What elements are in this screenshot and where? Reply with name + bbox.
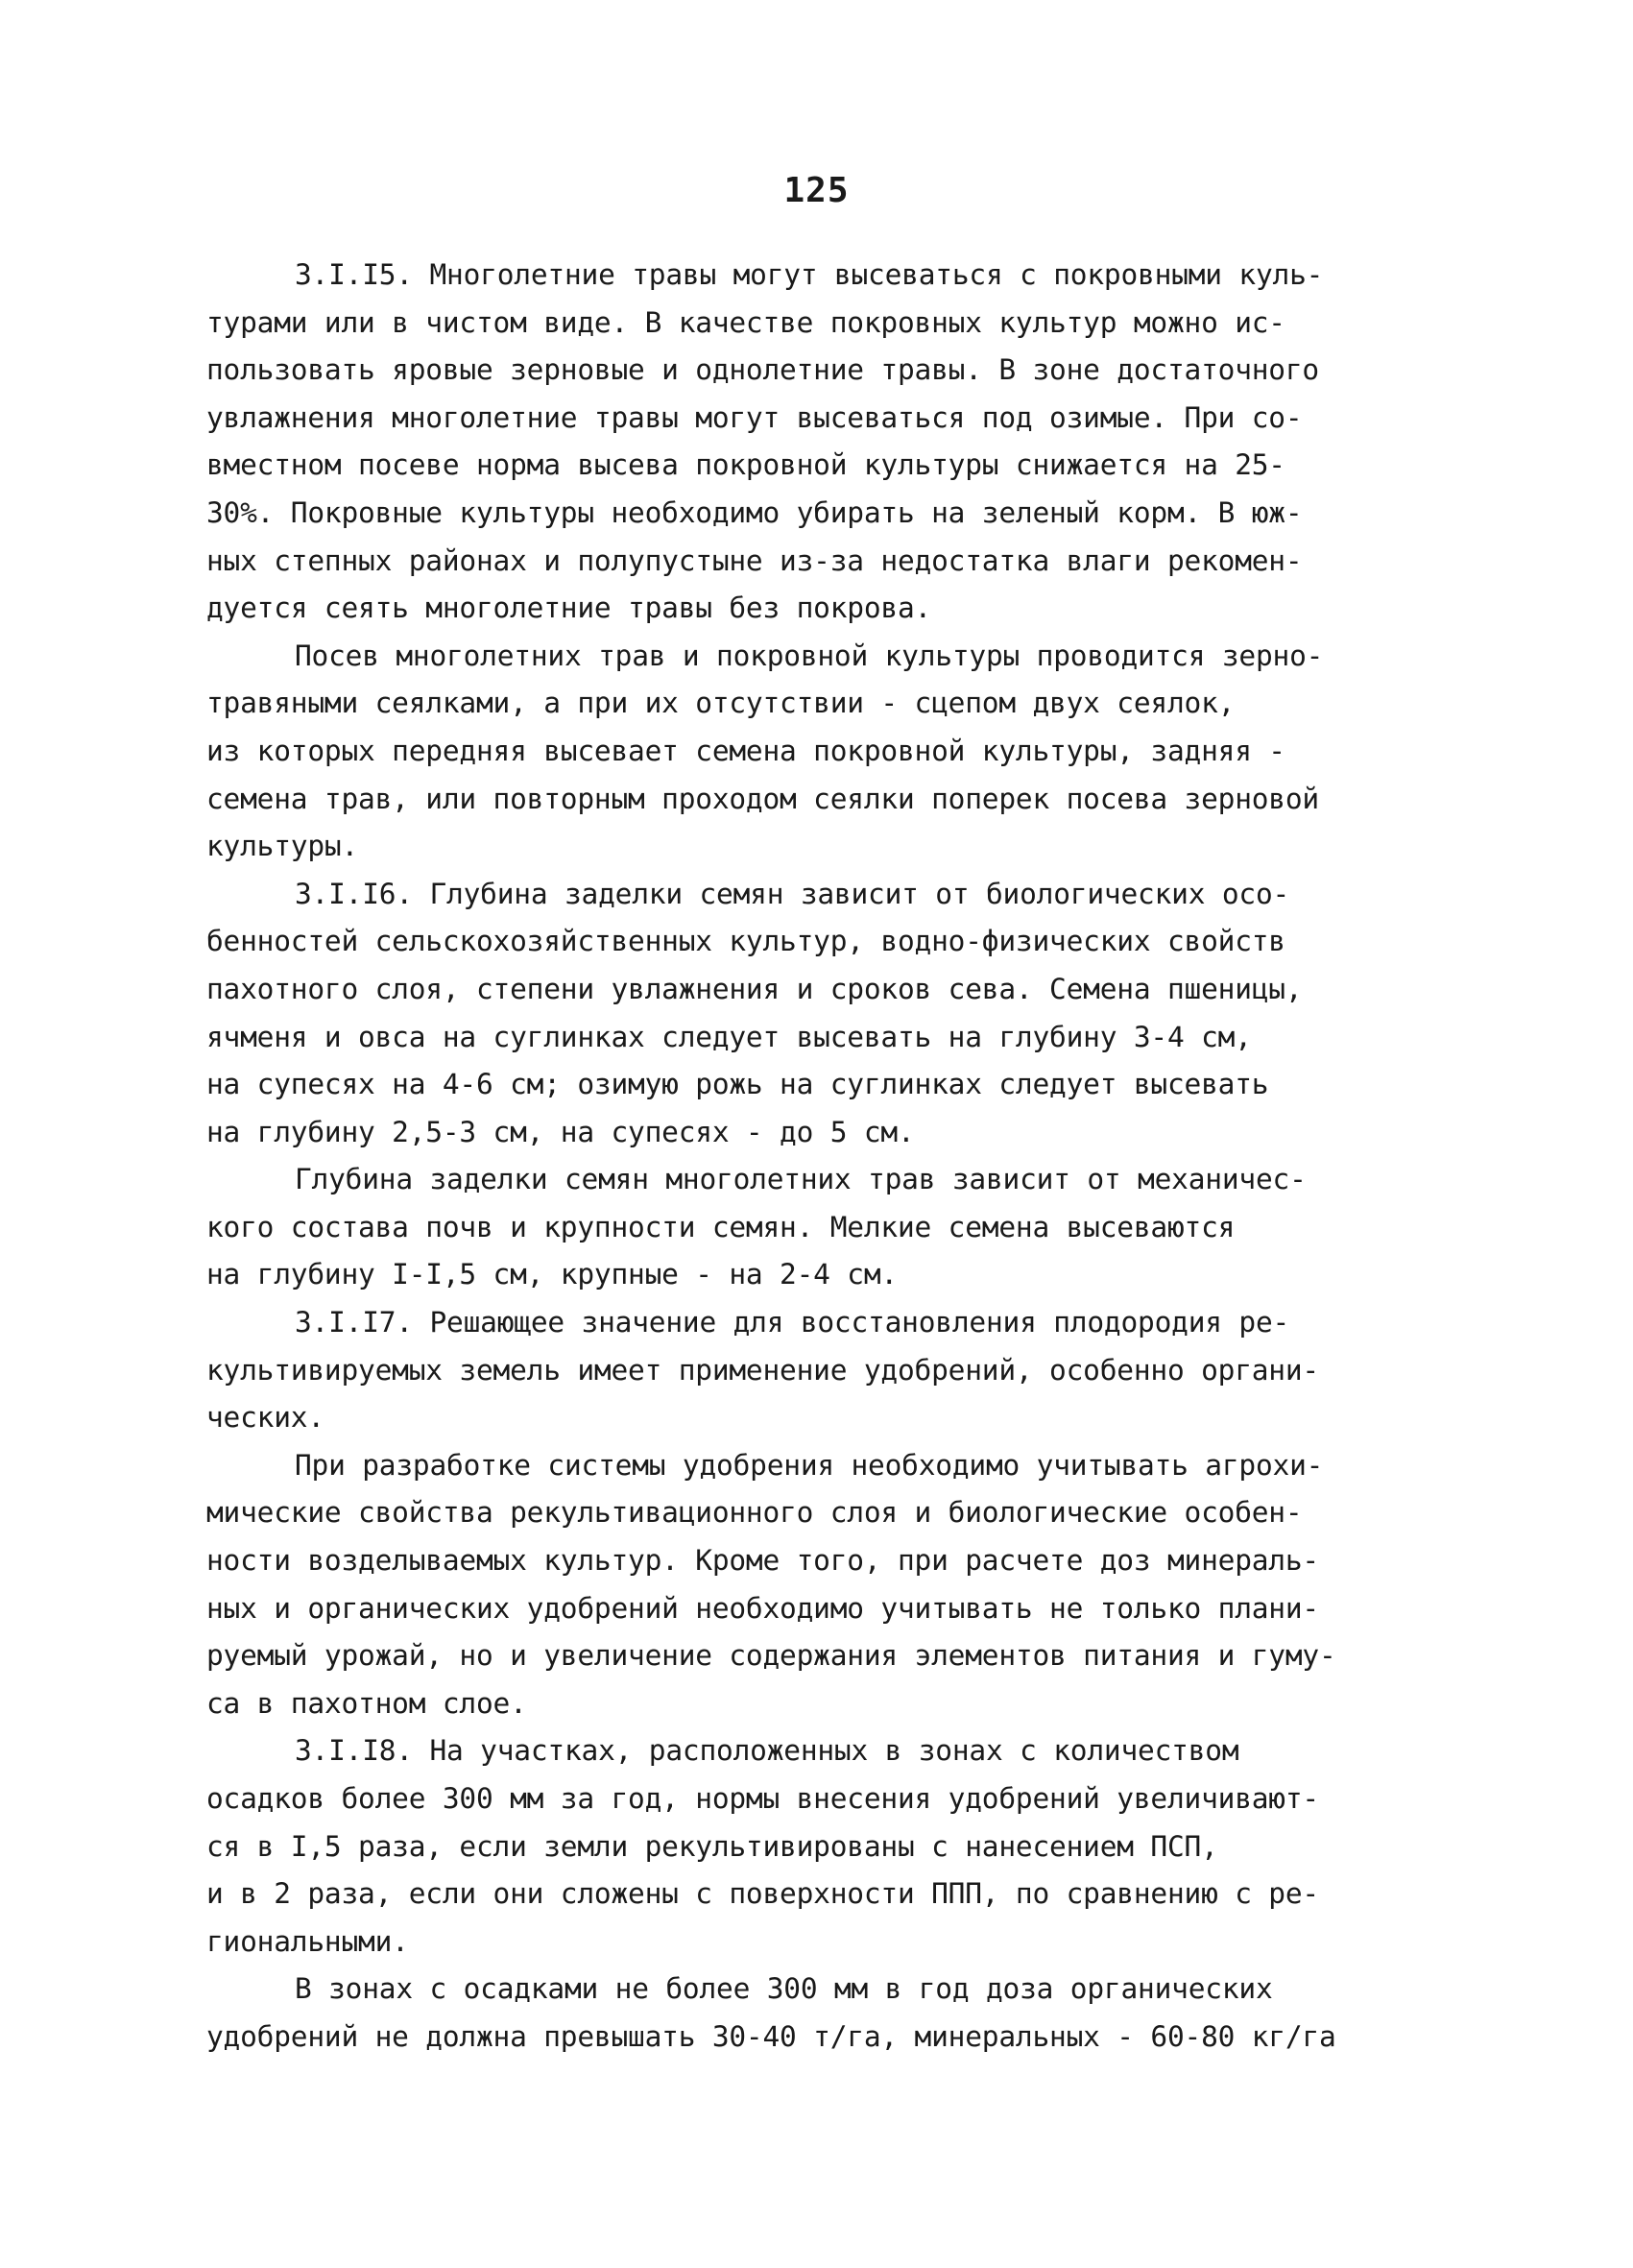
text-line: из которых передняя высевает семена покровной культуры, задняя - — [206, 734, 1285, 767]
text-line: ных степных районах и полупустыне из-за недостатка влаги рекомен- — [206, 543, 1303, 577]
text-line: семена трав, или повторным проходом сеялки поперек посева зерновой — [206, 782, 1319, 815]
text-line: ческих. — [206, 1401, 324, 1435]
text-line: турами или в чистом виде. В качестве покровных культур можно ис- — [206, 305, 1285, 339]
text-line: на глубину I-I,5 см, крупные - на 2-4 см. — [206, 1258, 898, 1291]
text-line: ся в I,5 раза, если земли рекультивированы с нанесением ПСП, — [206, 1829, 1218, 1863]
text-line: В зонах с осадками не более 300 мм в год доза органических — [295, 1972, 1273, 2006]
text-line: и в 2 раза, если они сложены с поверхности ППП, по сравнению с ре- — [206, 1877, 1319, 1911]
text-line: Посев многолетних трав и покровной культуры проводится зерно- — [295, 639, 1324, 672]
text-line: на глубину 2,5-3 см, на супесях - до 5 см. — [206, 1115, 915, 1148]
text-line: на супесях на 4-6 см; озимую рожь на суглинках следует высевать — [206, 1068, 1269, 1101]
text-line: вместном посеве норма высева покровной культуры снижается на 25- — [206, 448, 1285, 482]
text-line: ных и органических удобрений необходимо учитывать не только плани- — [206, 1591, 1319, 1625]
text-line: дуется сеять многолетние травы без покрова. — [206, 591, 932, 625]
text-line: пахотного слоя, степени увлажнения и сроков сева. Семена пшеницы, — [206, 972, 1303, 1005]
text-line: бенностей сельскохозяйственных культур, водно-физических свойств — [206, 925, 1285, 958]
text-line: ячменя и овса на суглинках следует высевать на глубину 3-4 см, — [206, 1020, 1252, 1053]
text-line: са в пахотном слое. — [206, 1686, 527, 1720]
text-line: кого состава почв и крупности семян. Мелкие семена высеваются — [206, 1210, 1236, 1243]
text-line: пользовать яровые зерновые и однолетние травы. В зоне достаточного — [206, 353, 1319, 387]
text-line: При разработке системы удобрения необходимо учитывать агрохи- — [295, 1448, 1324, 1482]
text-line: мические свойства рекультивационного слоя и биологические особен- — [206, 1496, 1303, 1530]
text-line: культуры. — [206, 830, 359, 863]
text-line: культивируемых земель имеет применение удобрений, особенно органи- — [206, 1353, 1319, 1387]
text-line: увлажнения многолетние травы могут высеваться под озимые. При со- — [206, 400, 1303, 434]
text-line: ности возделываемых культур. Кроме того, при расчете доз минераль- — [206, 1544, 1319, 1578]
text-line: гиональными. — [206, 1924, 409, 1958]
body-text — [206, 252, 1454, 2062]
text-line: 30%. Покровные культуры необходимо убирать на зеленый корм. В юж- — [206, 495, 1303, 529]
text-line: руемый урожай, но и увеличение содержания элементов питания и гуму- — [206, 1639, 1336, 1673]
text-line: 3.I.I8. На участках, расположенных в зонах с количеством — [295, 1734, 1239, 1768]
text-line: 3.I.I5. Многолетние травы могут высеваться с покровными куль- — [295, 258, 1324, 291]
text-line: травяными сеялками, а при их отсутствии - сцепом двух сеялок, — [206, 687, 1236, 720]
page-number: 125 — [783, 171, 850, 210]
text-line: Глубина заделки семян многолетних трав зависит от механичес- — [295, 1163, 1307, 1196]
text-line: удобрений не должна превышать 30-40 т/га, минеральных - 60-80 кг/га — [206, 2019, 1336, 2053]
text-line: 3.I.I6. Глубина заделки семян зависит от биологических осо- — [295, 877, 1290, 910]
text-line: осадков более 300 мм за год, нормы внесения удобрений увеличивают- — [206, 1782, 1319, 1815]
text-line: 3.I.I7. Решающее значение для восстановления плодородия ре- — [295, 1306, 1290, 1339]
